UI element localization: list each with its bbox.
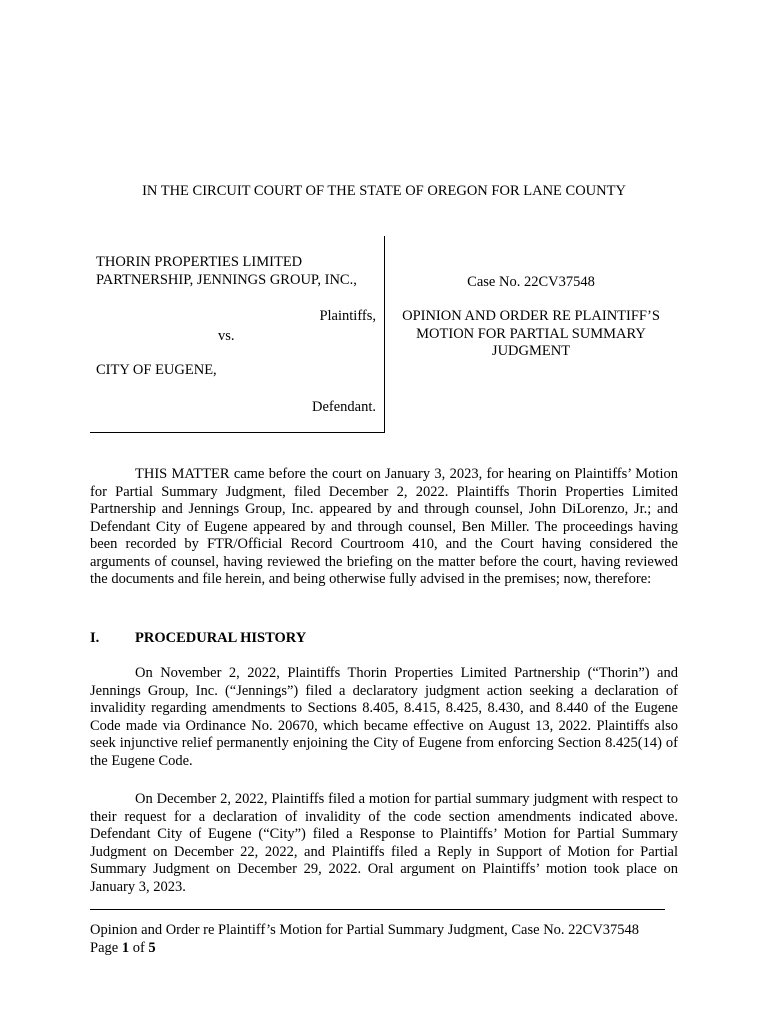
plaintiffs-names [96, 254, 382, 289]
court-title: IN THE CIRCUIT COURT OF THE STATE OF OREGON FOR LANE COUNTY [142, 183, 626, 199]
page-current: 1 [121, 939, 130, 956]
document-title [390, 308, 672, 361]
history-paragraph-block-1 [90, 665, 678, 770]
section-heading [90, 630, 306, 648]
intro-paragraph-block [90, 466, 678, 589]
history-paragraph-block-2 [90, 791, 678, 896]
plaintiffs-role: Plaintiffs, [319, 308, 376, 324]
document-title-line1: OPINION AND ORDER RE PLAINTIFF’S [402, 308, 660, 324]
document-title-line3: JUDGMENT [491, 343, 571, 359]
plaintiffs-names-line1: THORIN PROPERTIES LIMITED [96, 254, 303, 270]
case-number: Case No. 22CV37548 [467, 274, 595, 290]
caption-case-block [390, 236, 672, 432]
caption-parties-block [90, 236, 385, 433]
page-footer [90, 909, 665, 957]
page-of: of [132, 939, 145, 956]
case-caption [90, 236, 670, 432]
page-number-line [90, 940, 665, 958]
versus-label: vs. [218, 328, 235, 344]
footer-title: Opinion and Order re Plaintiff’s Motion for Partial Summary Judgment, Case No. 22CV37548 [90, 922, 640, 938]
section-number: I. [90, 630, 100, 646]
page-total: 5 [148, 939, 156, 956]
page-label: Page [90, 939, 119, 956]
defendant-role: Defendant. [311, 399, 376, 415]
history-paragraph-2: On December 2, 2022, Plaintiffs filed a motion for partial summary judgment with respect to their request for a declaration of invalidity of the code section amendments indicated above. Defendant City of Eugene (“City”) filed a Response to Plaintiffs’ Motion for Partial Summary Judgment on December 22, 2022, and Plaintiffs filed a Reply in Support of Motion for Partial Summary Judgment on December 29, 2022. Oral argument on Plaintiffs’ motion took place on January 3, 2023. [90, 791, 678, 895]
history-paragraph-1: On November 2, 2022, Plaintiffs Thorin Properties Limited Partnership (“Thorin”) and Jennings Group, Inc. (“Jennings”) filed a declaratory judgment action seeking a declaration of invalidity regarding amendments to Sections 8.405, 8.415, 8.425, 8.430, and 8.440 of the Eugene Code made via Ordinance No. 20670, which became effective on August 13, 2022. Plaintiffs also seek injunctive relief permanently enjoining the City of Eugene from enforcing Section 8.425(14) of the Eugene Code. [90, 665, 678, 769]
plaintiffs-names-line2: PARTNERSHIP, JENNINGS GROUP, INC., [96, 271, 357, 288]
intro-paragraph: THIS MATTER came before the court on January 3, 2023, for hearing on Plaintiffs’ Motion for Partial Summary Judgment, filed December 2, 2022. Plaintiffs Thorin Properties Limited Partnership and Jennings Group, Inc. appeared by and through counsel, John DiLorenzo, Jr.; and Defendant City of Eugene appeared by and through counsel, Ben Miller. The proceedings having been recorded by FTR/Official Record Courtroom 410, and the Court having considered the arguments of counsel, having reviewed the briefing on the matter before the court, having reviewed the documents and file herein, and being otherwise fully advised in the premises; now, therefore: [90, 466, 678, 587]
section-title: PROCEDURAL HISTORY [135, 630, 307, 646]
defendant-name: CITY OF EUGENE, [96, 362, 217, 378]
document-title-line2: MOTION FOR PARTIAL SUMMARY [416, 325, 646, 342]
